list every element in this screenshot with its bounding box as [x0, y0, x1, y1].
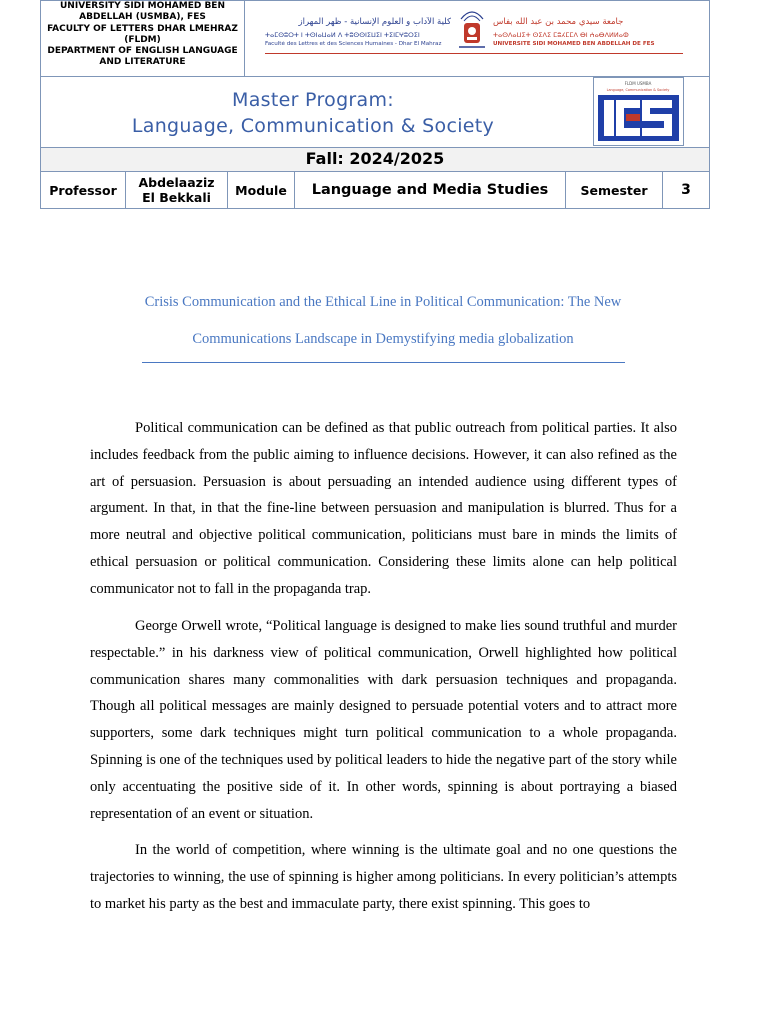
logo-caption: FLDM USMBA [624, 81, 652, 86]
faculty-name-french: Faculté des Lettres et des Sciences Humaines - Dhar El Mahraz [265, 41, 442, 47]
body-paragraph: Political communication can be defined as that public outreach from political parties. It also includes feedback from the public aiming to influence decisions. However, it can also refined as the art of persuasion. Persuasion is about persuading an intended audience using different types of argument. In that, in that the fine-line between persuasion and manipulation is blurred. Thus for a more neutral and objective political communication, politicians must bare in minds the limits of ethical persuasion or political communication. Considering these limits alone can help political communicator not to fall in the propaganda trap. [90, 420, 677, 597]
faculty-name-tifinagh: ⵜⴰⵎⵙⵓⵔⵜ ⵏ ⵜⵙⵏⴰⵡⴰⵍ ⴷ ⵜⵓⵙⵙⵏⵉⵡⵉⵏ ⵜⵉⵏⵎⵖⵓⵔⵉⵏ [265, 31, 420, 39]
professor-name-line: El Bekkali [142, 190, 211, 205]
university-crest-icon [455, 7, 489, 51]
university-line: DEPARTMENT OF ENGLISH LANGUAGE [47, 46, 238, 57]
document-title [120, 284, 646, 357]
program-title-line: Language, Communication & Society [131, 115, 495, 137]
university-line: (FLDM) [124, 34, 161, 45]
faculty-banner [245, 1, 709, 76]
university-name-tifinagh: ⵜⴰⵙⴷⴰⵡⵉⵜ ⵙⵉⴷⵉ ⵎⵓⵃⵎⵎⴷ ⴱⵏ ⵄⴰⴱⴷⵍⵍⴰⵀ [493, 31, 629, 39]
banner-divider [265, 53, 683, 54]
document-title-line: Communications Landscape in Demystifying media globalization [192, 330, 574, 347]
program-logo [593, 77, 684, 146]
university-name-arabic: جامعة سيدي محمد بن عبد الله بفاس [493, 17, 624, 27]
university-line: AND LITERATURE [99, 57, 186, 68]
university-name-french: UNIVERSITÉ SIDI MOHAMED BEN ABDELLAH DE FES [493, 41, 655, 47]
header-row-institution [41, 1, 709, 77]
module-name: Language and Media Studies [295, 172, 566, 208]
header-table [40, 0, 710, 209]
semester-label: Semester [566, 172, 663, 208]
semester-banner: Fall: 2024/2025 [41, 148, 709, 172]
program-title [113, 87, 513, 139]
document-title-line: Crisis Communication and the Ethical Line in Political Communication: The New [144, 294, 622, 310]
university-line: ABDELLAH (USMBA), FES [79, 12, 206, 23]
professor-label: Professor [41, 172, 126, 208]
module-label: Module [228, 172, 295, 208]
semester-number: 3 [681, 182, 691, 198]
program-title-line: Master Program: [232, 89, 394, 111]
professor-name-line: Abdelaaziz [138, 175, 215, 190]
university-line: FACULTY OF LETTERS DHAR LMEHRAZ [47, 23, 238, 34]
university-line: UNIVERSITY SIDI MOHAMED BEN [60, 1, 225, 11]
course-info-row [41, 172, 709, 208]
faculty-name-arabic: كلية الآداب و العلوم الإنسانية - ظهر المهراز [298, 17, 451, 27]
university-block [41, 1, 245, 76]
lcs-logo-icon [594, 78, 683, 145]
professor-name [126, 172, 228, 208]
header-row-program [41, 77, 709, 148]
body-paragraph: In the world of competition, where winning is the ultimate goal and no one questions the trajectories to winning, the use of spinning is higher among politicians. In every politician’s attempts to market his party as the best and immaculate party, there exist spinning. This goes to [90, 842, 677, 912]
title-underline [142, 362, 625, 363]
body-paragraph: George Orwell wrote, “Political language is designed to make lies sound truthful and murder respectable.” in his darkness view of political communication, Orwell highlighted how political communication shares many commonalities with dark persuasion techniques and propaganda. Though all political messages are mainly designed to persuade potential voters and to attract more supporters, some dark techniques might turn political communication to a whole propaganda. Spinning is one of the techniques used by political leaders to hide the negative part of the story while only accentuating the positive side of it. In other words, spinning is about portraying a biased representation of an event or situation. [90, 618, 677, 822]
logo-subcaption: Language, Communication & Society [606, 88, 670, 92]
